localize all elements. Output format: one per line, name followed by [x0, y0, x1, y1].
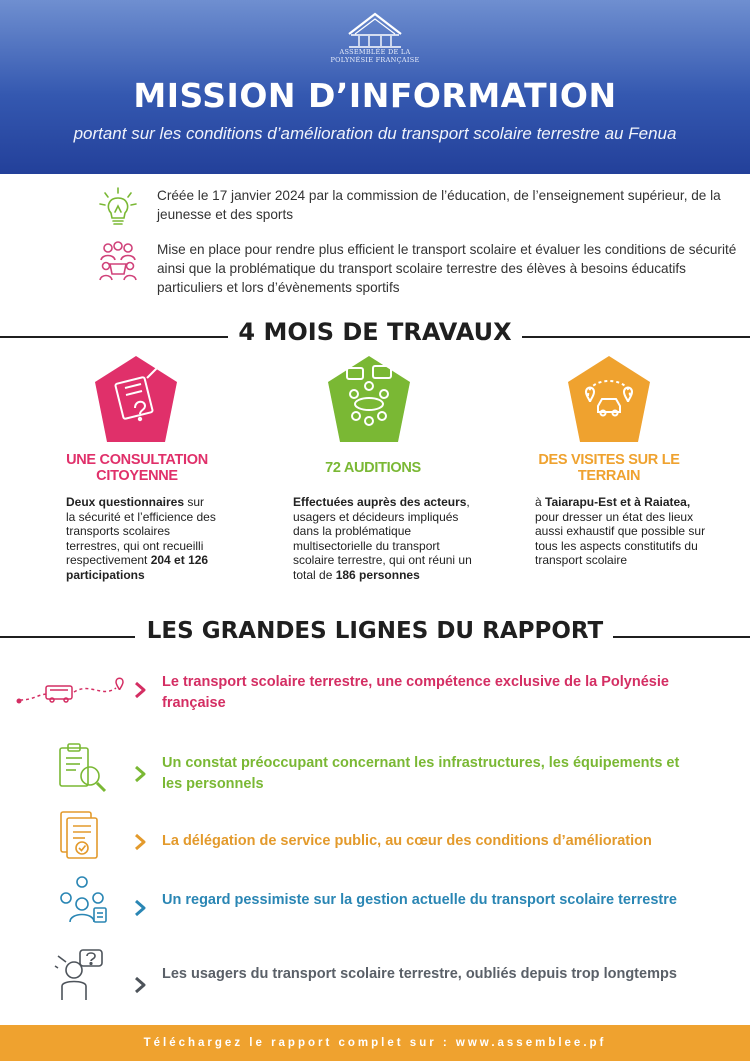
intro-text-creation: Créée le 17 janvier 2024 par la commission de l’éducation, de l’enseignement supérieur, de la jeunesse et des sports — [157, 188, 721, 222]
footer-download-banner[interactable] — [0, 1025, 750, 1061]
meeting-icon — [328, 356, 410, 442]
consultation-text — [66, 495, 216, 582]
questionnaire-icon — [95, 356, 177, 442]
rapport-line-5 — [0, 948, 750, 1008]
consultation-title: UNE CONSULTATION CITOYENNE — [66, 452, 208, 484]
page-subtitle: portant sur les conditions d’amélioration du transport scolaire terrestre au Fenua — [73, 124, 677, 143]
manager-gears-icon — [56, 874, 108, 926]
chevron-right-icon — [133, 764, 147, 784]
section-divider-right-2 — [613, 636, 750, 638]
rapport-heading: LES GRANDES LIGNES DU RAPPORT — [146, 618, 604, 644]
chevron-right-icon — [133, 832, 147, 852]
visites-bold-1: Taiarapu-Est et à Raiatea, — [545, 495, 691, 509]
consultation-bold-1: Deux questionnaires — [66, 495, 185, 509]
route-car-icon — [568, 356, 650, 442]
lightbulb-icon — [96, 186, 140, 230]
rapport-line-2-text: Un constat préoccupant concernant les infrastructures, les équipements et les personnels — [162, 755, 680, 792]
visites-normal-2: pour dresser un état des lieux aussi exhaustif que possible sur tous les aspects constitutifs du transport scolaire — [535, 509, 706, 567]
documents-check-icon — [58, 810, 110, 862]
section-divider-right — [522, 336, 750, 338]
rapport-line-3 — [0, 808, 750, 868]
rapport-line-5-text: Les usagers du transport scolaire terrestre, oubliés depuis trop longtemps — [162, 966, 677, 982]
auditions-bold-1: Effectuées auprès des acteurs — [293, 495, 467, 509]
visites-title: DES VISITES SUR LE TERRAIN — [538, 452, 680, 484]
rapport-line-1 — [0, 668, 750, 728]
rapport-line-3-text: La délégation de service public, au cœur des conditions d’amélioration — [162, 833, 652, 849]
bus-route-icon — [14, 672, 124, 712]
header-banner — [0, 0, 750, 174]
section-divider-left-2 — [0, 636, 135, 638]
consultation-bold-2: 204 et 126 participations — [66, 553, 209, 582]
chevron-right-icon — [133, 975, 147, 995]
chevron-right-icon — [133, 680, 147, 700]
auditions-bold-2: 186 personnes — [335, 567, 420, 582]
footer-link[interactable]: Téléchargez le rapport complet sur : www.assemblee.pf — [143, 1037, 607, 1049]
people-group-icon — [96, 240, 140, 284]
auditions-text — [293, 495, 475, 582]
rapport-line-4-text: Un regard pessimiste sur la gestion actuelle du transport scolaire terrestre — [162, 892, 677, 908]
rapport-line-2 — [0, 742, 750, 802]
logo-caption — [300, 48, 450, 64]
page-title: MISSION D’INFORMATION — [133, 76, 617, 115]
consultation-normal-1: sur la sécurité et l’efficience des transports scolaires terrestres, qui ont recueilli respectivement — [66, 495, 216, 567]
section-divider-left — [0, 336, 228, 338]
auditions-title: 72 AUDITIONS — [325, 460, 421, 476]
intro-text-purpose: Mise en place pour rendre plus efficient le transport scolaire et évaluer les conditions de sécurité ainsi que la problématique du transport scolaire terrestre des élèves à besoins éducatifs particuliers et lors d’évènements sportifs — [157, 242, 737, 295]
travaux-heading: 4 MOIS DE TRAVAUX — [238, 318, 512, 346]
rapport-line-4 — [0, 872, 750, 932]
logo-line-1: ASSEMBLÉE DE LA — [339, 48, 411, 56]
frustrated-person-icon — [54, 948, 106, 1000]
visites-normal-1: à — [535, 495, 546, 509]
clipboard-magnifier-icon — [56, 742, 108, 794]
visites-text — [535, 495, 710, 568]
logo-line-2: POLYNÉSIE FRANÇAISE — [330, 56, 420, 64]
chevron-right-icon — [133, 898, 147, 918]
auditions-normal-1: , usagers et décideurs impliqués dans la problématique multisectorielle du transport scolaire terrestre, qui ont réuni un total de — [293, 495, 472, 582]
rapport-line-1-text: Le transport scolaire terrestre, une compétence exclusive de la Polynésie française — [162, 674, 669, 711]
